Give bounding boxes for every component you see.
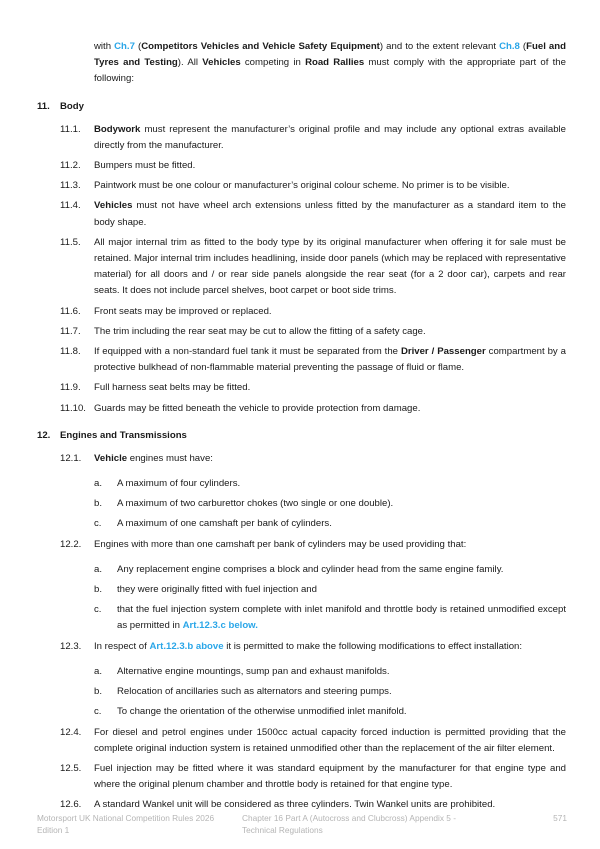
clause — [60, 761, 566, 793]
cross-reference-link[interactable]: Art.12.3.c below. — [182, 620, 258, 632]
bold-term: Driver / Passenger — [400, 346, 486, 358]
sub-clause — [94, 684, 566, 700]
sub-clause-text — [117, 476, 566, 492]
text-run: with — [94, 41, 115, 52]
text-run: Alternative engine mountings, sump pan and exhaust manifolds. — [117, 665, 390, 677]
clause-number: 11.1. — [60, 123, 81, 135]
clause-number: 11.9. — [60, 382, 81, 394]
text-run: must comply with the appropriate part of the following: — [94, 57, 566, 85]
clause — [60, 324, 566, 340]
bold-term: Vehicles — [202, 57, 241, 69]
intro-paragraph — [94, 39, 566, 88]
clause — [60, 158, 566, 174]
sub-clause — [94, 516, 566, 532]
text-run: For diesel and petrol engines under 1500cc actual capacity forced induction is permitted providing that the complete original induction system is retained unmodified other than the replacement of the air filter element. — [94, 726, 566, 754]
clause — [60, 725, 566, 757]
clause-text — [94, 158, 566, 174]
section-title: Engines and Transmissions — [60, 429, 187, 441]
sub-clause-list — [0, 664, 600, 721]
text-run: competing in — [240, 57, 306, 69]
sub-clause-letter: b. — [94, 498, 103, 510]
clause-text — [94, 344, 566, 376]
sub-clause-list — [0, 476, 600, 533]
clause — [60, 304, 566, 320]
text-run: ). All — [177, 57, 203, 69]
text-run: A maximum of one camshaft per bank of cylinders. — [117, 518, 332, 530]
sub-clause-letter: c. — [94, 706, 102, 718]
text-run: The trim including the rear seat may be cut to allow the fitting of a safety cage. — [94, 325, 426, 337]
clause — [60, 401, 566, 417]
bold-term: Fuel and Tyres and Testing — [94, 41, 566, 69]
clause-text — [94, 122, 566, 154]
clause — [60, 122, 566, 154]
text-run: Front seats may be improved or replaced. — [94, 305, 272, 317]
bold-term: Competitors Vehicles and Vehicle Safety Equipment — [141, 41, 380, 52]
text-run: Full harness seat belts may be fitted. — [94, 382, 251, 394]
clause-text — [94, 537, 566, 553]
clause-text — [94, 401, 566, 417]
sections — [0, 99, 600, 814]
text-run: must not have wheel arch extensions unless fitted by the manufacturer as a standard item to the body shape. — [94, 200, 566, 228]
sub-clause — [94, 562, 566, 578]
text-run: Any replacement engine comprises a block and cylinder head from the same engine family. — [117, 563, 504, 575]
text-run: they were originally fitted with fuel injection and — [117, 584, 317, 596]
footer-publication: Motorsport UK National Competition Rules 2026 Edition 1 — [37, 813, 215, 835]
sub-clause-letter: b. — [94, 686, 103, 698]
text-run: All major internal trim as fitted to the body type by its original manufacturer when offering it for sale must be retained. Major internal trim includes headlining, inside door panels (which may be replaced with representative material) for all doors and / or rear side panels alongside the rear seat (for a 2 door car), carpets and rear seats. It does not include parcel shelves, boot carpet or boot side trims. — [94, 236, 566, 297]
clause-number: 11.7. — [60, 325, 81, 337]
sub-clause — [94, 476, 566, 492]
text-run: compartment by a protective bulkhead of non-flammable material preventing the passage of fluid or flame. — [94, 346, 566, 374]
clause — [60, 198, 566, 230]
footer-chapter: Chapter 16 Part A (Autocross and Clubcross) Appendix 5 - Technical Regulations — [242, 813, 456, 835]
text-run: Relocation of ancillaries such as alternators and steering pumps. — [117, 686, 392, 698]
clause — [60, 178, 566, 194]
sub-clause — [94, 582, 566, 598]
sub-clause-text — [117, 582, 566, 598]
clause — [60, 537, 566, 553]
clause — [60, 451, 566, 467]
bold-term: Vehicles — [94, 200, 133, 212]
text-run: In respect of — [94, 640, 150, 652]
sub-clause — [94, 496, 566, 512]
sub-clause-text — [117, 496, 566, 512]
text-run: Engines with more than one camshaft per bank of cylinders may be used providing that: — [94, 538, 467, 550]
sub-clause-text — [117, 602, 566, 634]
clause-text — [94, 639, 566, 655]
clause-number: 11.8. — [60, 346, 81, 358]
clause-text — [94, 725, 566, 757]
clause-number: 11.3. — [60, 180, 81, 192]
text-run: ) and to the extent relevant — [379, 41, 500, 52]
section-number: 11. — [37, 100, 50, 112]
sub-clause-letter: c. — [94, 518, 102, 530]
sub-clause-text — [117, 704, 566, 720]
sub-clause — [94, 664, 566, 680]
text-run: Guards may be fitted beneath the vehicle to provide protection from damage. — [94, 402, 421, 414]
clause — [60, 380, 566, 396]
section-number: 12. — [37, 429, 51, 441]
clause-number: 12.4. — [60, 726, 82, 738]
clause-number: 11.10. — [60, 402, 86, 414]
sub-clause-letter: a. — [94, 563, 103, 575]
clause-number: 11.6. — [60, 305, 81, 317]
text-run: must represent the manufacturer’s original profile and may include any optional extras available directly from the manufacturer. — [94, 123, 566, 151]
sub-clause-letter: b. — [94, 584, 103, 596]
clause-number: 12.5. — [60, 762, 82, 774]
clause-text — [94, 324, 566, 340]
clause-text — [94, 761, 566, 793]
sub-clause-text — [117, 562, 566, 578]
bold-term: Bodywork — [94, 123, 141, 135]
sub-clause-letter: a. — [94, 665, 103, 677]
text-run: it is permitted to make the following modifications to effect installation: — [223, 640, 523, 652]
clause — [60, 639, 566, 655]
clause — [60, 235, 566, 300]
clause-number: 11.2. — [60, 160, 81, 172]
cross-reference-link[interactable]: Ch.8 — [499, 41, 520, 52]
section-heading — [37, 99, 600, 115]
clause-number: 12.1. — [60, 452, 82, 464]
text-run: A maximum of two carburettor chokes (two single or one double). — [117, 498, 394, 510]
section-title: Body — [60, 100, 84, 112]
page-number: 571 — [553, 813, 567, 823]
sub-clause-text — [117, 664, 566, 680]
text-run: engines must have: — [127, 452, 213, 464]
bold-term: Road Rallies — [305, 57, 365, 69]
text-run: A maximum of four cylinders. — [117, 478, 241, 490]
document-page — [0, 39, 600, 818]
text-run: To change the orientation of the otherwise unmodified inlet manifold. — [117, 706, 407, 718]
clause — [60, 344, 566, 376]
clause-number: 12.3. — [60, 640, 82, 652]
text-run: Bumpers must be fitted. — [94, 160, 196, 172]
sub-clause-list — [0, 562, 600, 635]
sub-clause-letter: c. — [94, 604, 102, 616]
sub-clause — [94, 602, 566, 634]
text-run: ( — [134, 41, 142, 52]
section-heading — [37, 428, 600, 444]
text-run: A standard Wankel unit will be considered as three cylinders. Twin Wankel units are prohibited. — [94, 799, 496, 811]
clause-text — [94, 304, 566, 320]
bold-term: Vehicle — [94, 452, 128, 464]
clause-text — [94, 198, 566, 230]
sub-clause-text — [117, 516, 566, 532]
clause-number: 12.6. — [60, 799, 82, 811]
clause-number: 12.2. — [60, 538, 82, 550]
text-run: Fuel injection may be fitted where it was standard equipment by the manufacturer for that engine type and where the original plenum chamber and throttle body is retained for that engine type. — [94, 762, 566, 791]
clause-number: 11.4. — [60, 200, 81, 212]
sub-clause-letter: a. — [94, 478, 103, 490]
cross-reference-link[interactable]: Ch.7 — [114, 41, 135, 52]
text-run: that the fuel injection system complete with inlet manifold and throttle body is retained unmodified except as permitted in — [117, 604, 566, 632]
clause-number: 11.5. — [60, 236, 81, 248]
clause-text — [94, 380, 566, 396]
text-run: Paintwork must be one colour or manufacturer’s original colour scheme. No primer is to be visible. — [94, 180, 510, 192]
cross-reference-link[interactable]: Art.12.3.b above — [149, 640, 224, 652]
clause-text — [94, 235, 566, 300]
sub-clause — [94, 704, 566, 720]
clause-text — [94, 451, 566, 467]
clause-text — [94, 178, 566, 194]
text-run: ( — [519, 41, 527, 52]
text-run: If equipped with a non-standard fuel tank it must be separated from the — [94, 346, 401, 358]
sub-clause-text — [117, 684, 566, 700]
